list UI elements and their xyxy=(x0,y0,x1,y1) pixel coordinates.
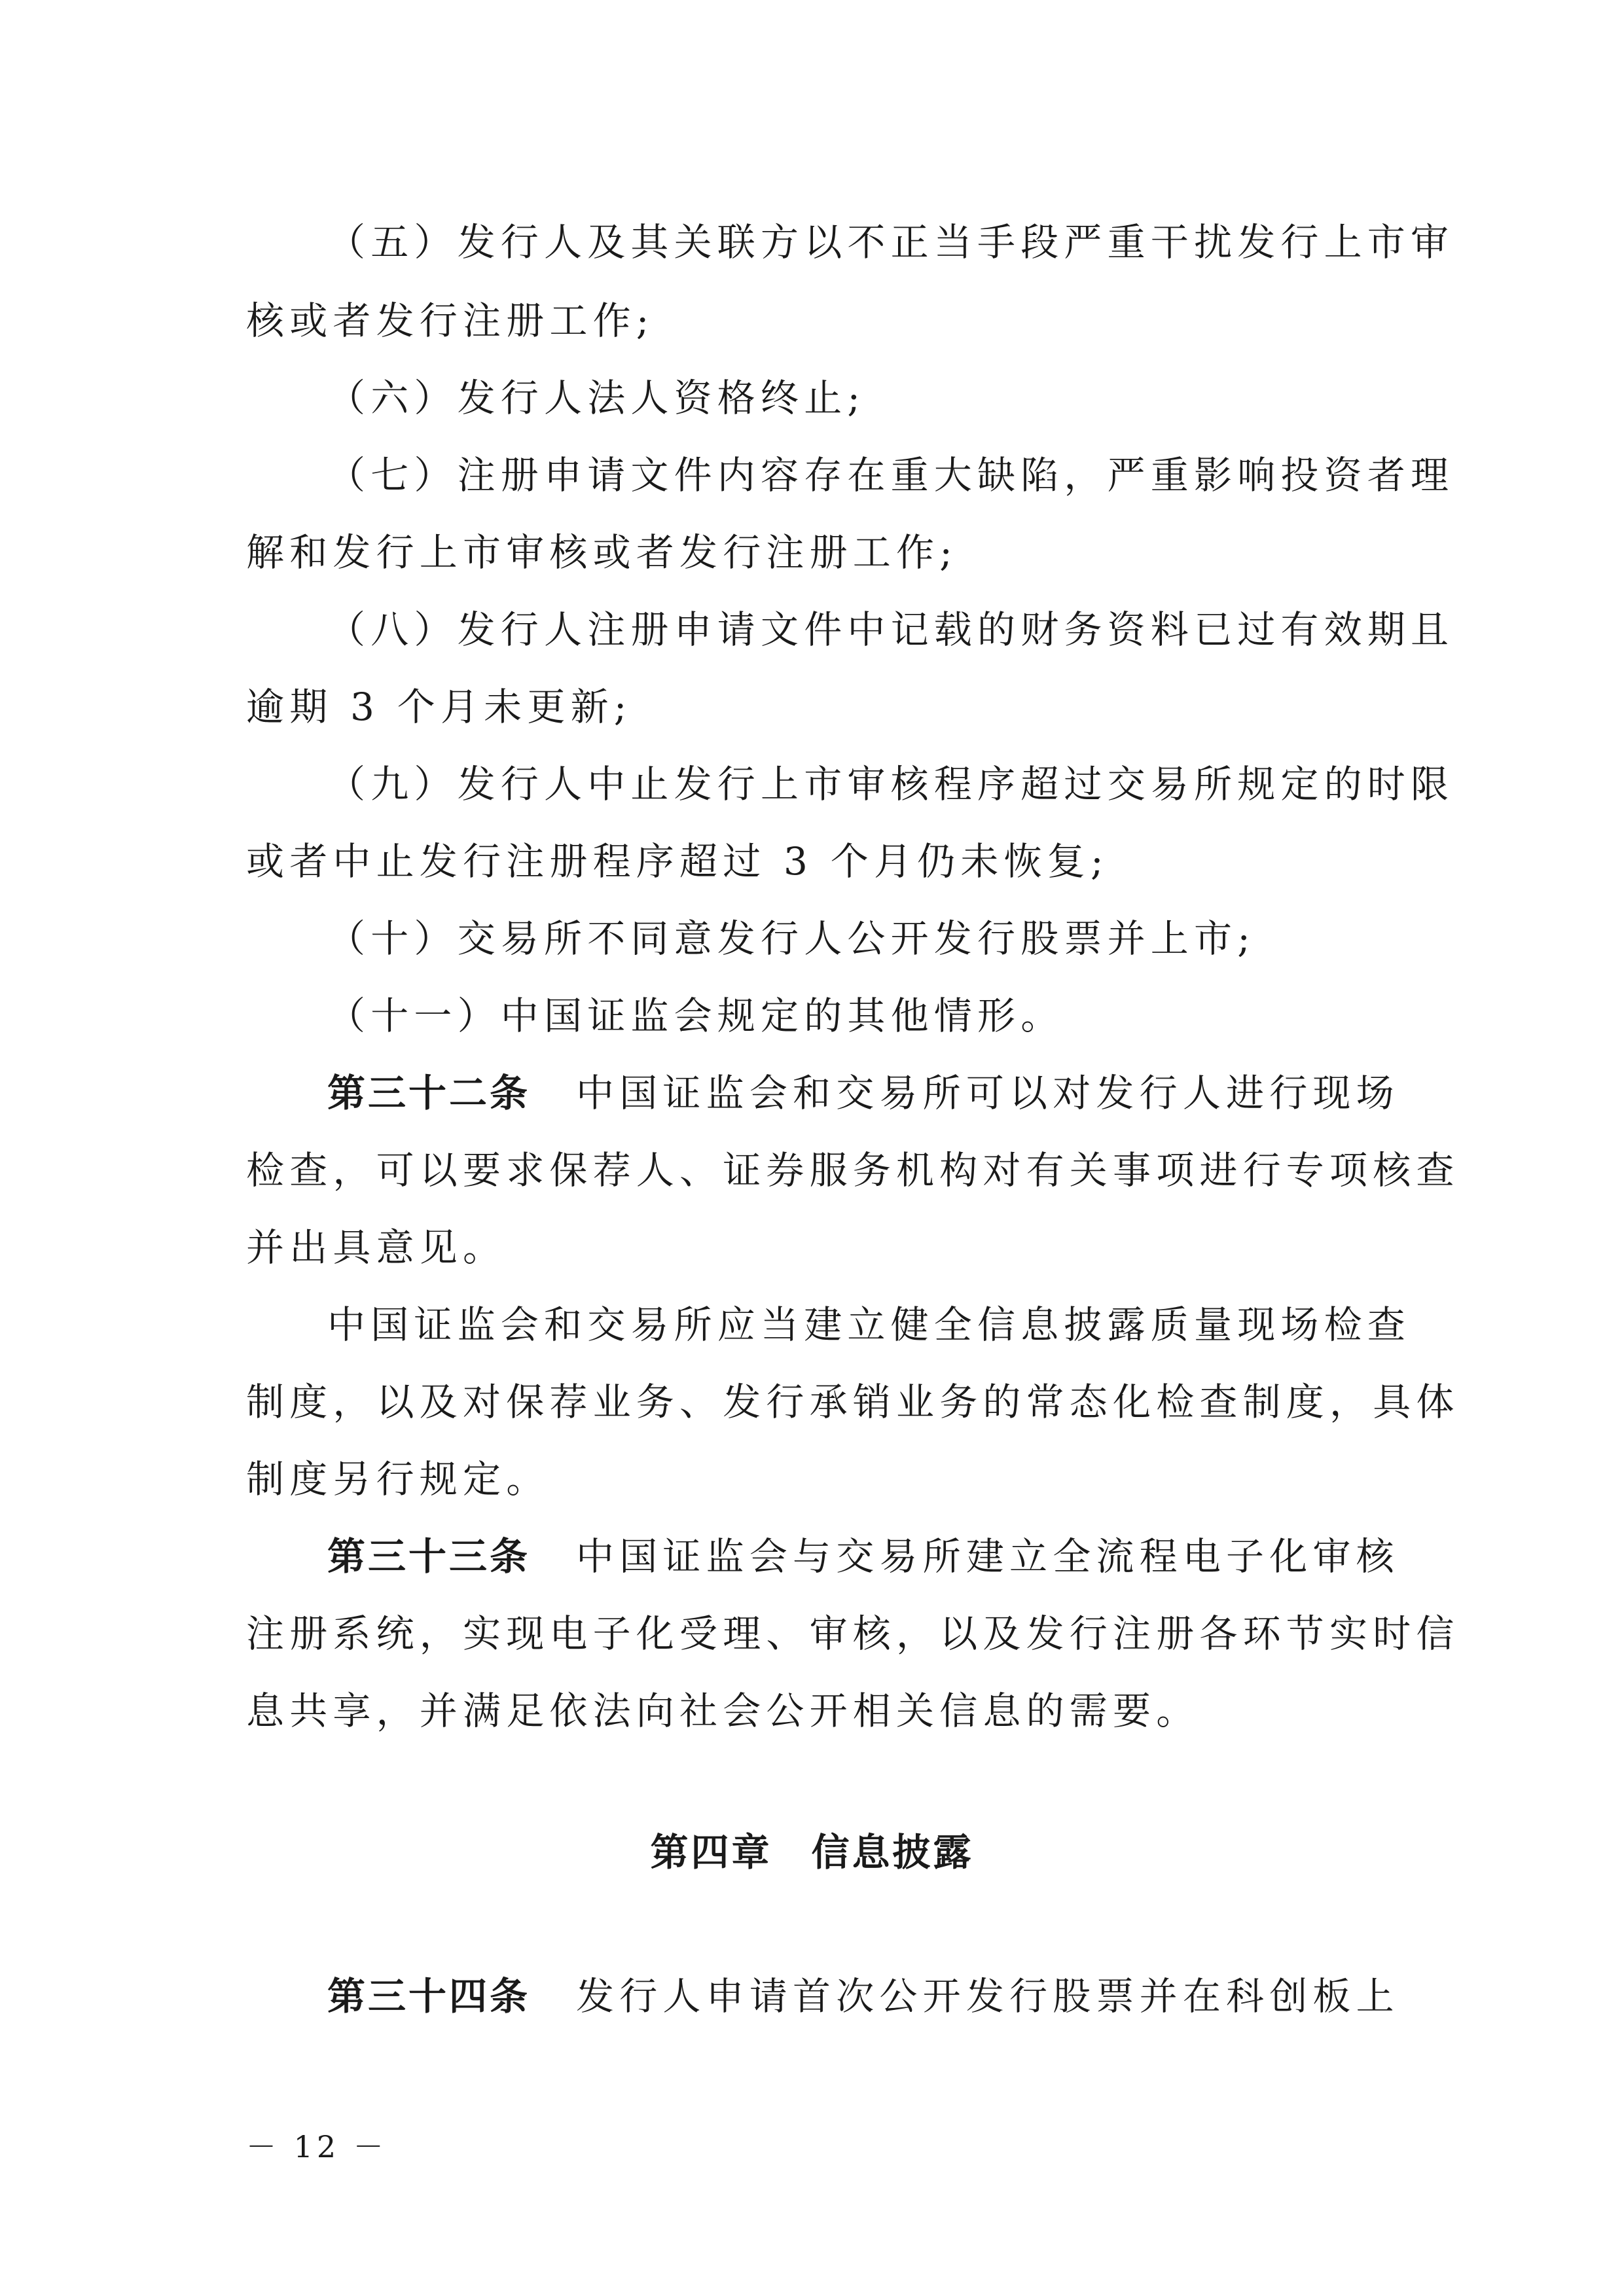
article-33-line-2: 注册系统，实现电子化受理、审核，以及发行注册各环节实时信 xyxy=(246,1611,1460,1656)
page-number: － 12 － xyxy=(246,2129,388,2164)
article-32-para-2-line-2: 制度，以及对保荐业务、发行承销业务的常态化检查制度，具体 xyxy=(246,1380,1460,1424)
item-5-line-1: （五）发行人及其关联方以不正当手段严重干扰发行上市审 xyxy=(327,220,1454,264)
item-5-line-2: 核或者发行注册工作; xyxy=(246,298,655,343)
article-33-line-3: 息共享，并满足依法向社会公开相关信息的需要。 xyxy=(246,1689,1200,1733)
chapter-title: 信息披露 xyxy=(811,1830,974,1874)
item-9-line-2: 或者中止发行注册程序超过 3 个月仍未恢复; xyxy=(246,839,1109,884)
article-32-line-2: 检查，可以要求保荐人、证券服务机构对有关事项进行专项核查 xyxy=(246,1148,1460,1193)
item-9-line-1: （九）发行人中止发行上市审核程序超过交易所规定的时限 xyxy=(327,762,1454,806)
chapter-number: 第四章 xyxy=(650,1830,772,1874)
item-10: （十）交易所不同意发行人公开发行股票并上市; xyxy=(327,916,1255,961)
article-32-line-1 xyxy=(327,1067,1399,1119)
chapter-heading xyxy=(0,1826,1624,1878)
article-34-title: 第三十四条 xyxy=(327,1974,531,2018)
article-33-text-1: 中国证监会与交易所建立全流程电子化审核 xyxy=(576,1534,1399,1579)
article-32-line-3: 并出具意见。 xyxy=(246,1225,507,1270)
article-34-text-1: 发行人申请首次公开发行股票并在科创板上 xyxy=(576,1974,1399,2018)
item-6: （六）发行人法人资格终止; xyxy=(327,376,866,420)
item-8-line-2: 逾期 3 个月未更新; xyxy=(246,685,632,729)
item-11: （十一）中国证监会规定的其他情形。 xyxy=(327,994,1064,1038)
article-34-line-1 xyxy=(327,1970,1399,2022)
item-8-line-1: （八）发行人注册申请文件中记载的财务资料已过有效期且 xyxy=(327,607,1454,652)
article-32-text-1: 中国证监会和交易所可以对发行人进行现场 xyxy=(576,1071,1399,1115)
item-7-line-1: （七）注册申请文件内容存在重大缺陷，严重影响投资者理 xyxy=(327,453,1454,497)
article-33-line-1 xyxy=(327,1530,1399,1583)
article-32-para-2-line-3: 制度另行规定。 xyxy=(246,1457,550,1501)
item-7-line-2: 解和发行上市审核或者发行注册工作; xyxy=(246,530,958,575)
article-32-title: 第三十二条 xyxy=(327,1071,531,1115)
article-32-para-2-line-1: 中国证监会和交易所应当建立健全信息披露质量现场检查 xyxy=(327,1302,1411,1347)
article-33-title: 第三十三条 xyxy=(327,1534,531,1579)
